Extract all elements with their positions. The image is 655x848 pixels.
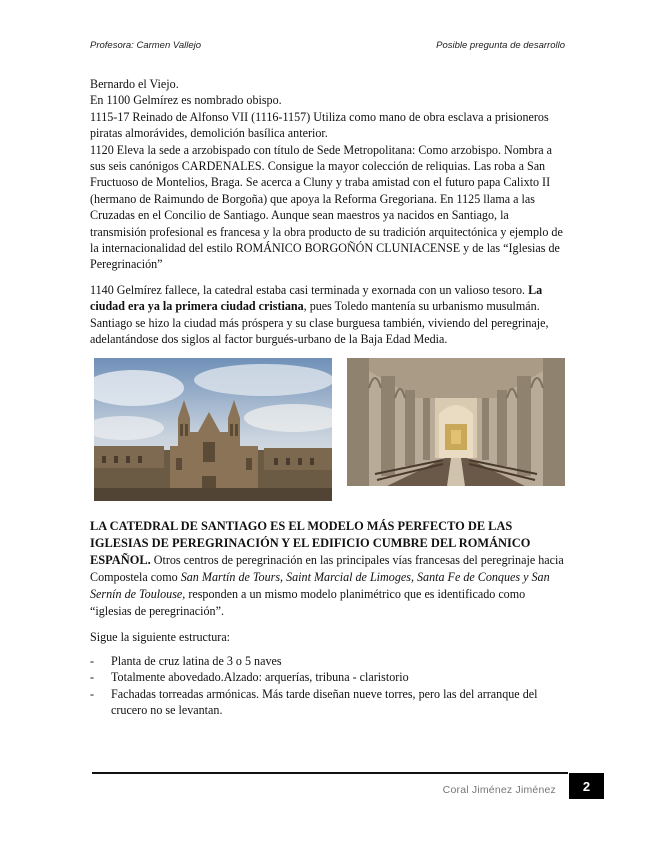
structure-intro: Sigue la siguiente estructura: — [90, 629, 231, 644]
text-paragraph-arzobispado: 1120 Eleva la sede a arzobispado con título de Sede Metropolitana: Como arzobispo. Nombra a sus seis canónigos CARDENALES. Consigue la mayor colección de reliquias. Las roba a San Fructuoso de Montelios, Braga. Se acerca a Cluny y traba amistad con el futuro papa Calixto II (hermano de Raimundo de Borgoña) que apoya la Reforma Gregoriana. En 1125 llama a las Cruzadas en el Concilio de Santiago. Aunque sean maestros ya nacidos en Santiago, la transmisión profesional es francesa y la obra producto de su tradición arquitectónica y ejemplo de la internacionalidad del estilo ROMÁNICO BORGOÑÓN CLUNIACENSE y de las “Iglesias de Peregrinación” — [90, 142, 563, 272]
structure-list — [90, 653, 565, 719]
text-line-alfonso: 1115-17 Reinado de Alfonso VII (1116-1157) Utiliza como mano de obra esclava a prisioneros piratas almorávides, demolición basílica anterior. — [90, 109, 549, 141]
list-item: - Totalmente abovedado.Alzado: arquerías, tribuna - claristorio — [90, 669, 565, 685]
cathedral-nave-photo — [347, 358, 565, 486]
header-topic: Posible pregunta de desarrollo — [436, 40, 565, 51]
page-number: 2 — [569, 773, 604, 799]
text-run: , responden a un mismo modelo planimétrico que es identificado como “iglesias de peregrinación”. — [90, 586, 526, 618]
cathedral-facade-photo — [94, 358, 332, 501]
text-paragraph-gelmirez — [90, 282, 565, 348]
text-line-obispo: En 1100 Gelmírez es nombrado obispo. — [90, 93, 282, 108]
header-teacher: Profesora: Carmen Vallejo — [90, 40, 202, 51]
list-item: - Planta de cruz latina de 3 o 5 naves — [90, 653, 565, 669]
footer-divider — [92, 772, 568, 774]
text-run: 1140 Gelmírez fallece, la catedral estaba casi terminada y exornada con un valioso tesoro. — [90, 282, 526, 297]
text-line-bernardo: Bernardo el Viejo. — [90, 77, 179, 91]
section-heading-paragraph — [90, 518, 565, 620]
list-item: - Fachadas torreadas armónicas. Más tarde diseñan nueve torres, pero las del arranque del crucero no se levantan. — [90, 686, 565, 719]
section-heading: LA CATEDRAL DE SANTIAGO ES EL MODELO MÁS PERFECTO DE LAS IGLESIAS DE PEREGRINACIÓN Y EL EDIFICIO CUMBRE DEL ROMÁNICO ESPAÑOL. — [90, 518, 531, 567]
footer-author: Coral Jiménez Jiménez — [442, 784, 556, 796]
italic-run: San Martín de Tours, Saint Marcial de Limoges, Santa Fe de Conques y San Sernín de Toulouse — [90, 569, 550, 601]
photo-row — [90, 358, 565, 518]
bold-run: La ciudad era ya la primera ciudad cristiana — [90, 282, 543, 314]
page-content — [90, 76, 565, 719]
text-run: , pues Toledo mantenía su urbanismo musulmán. Santiago se hizo la ciudad más próspera y su clase burguesa también, viviendo del peregrinaje, adelantándose dos siglos al factor burgués-urbano de la Baja Edad Media. — [90, 299, 549, 347]
text-run: Otros centros de peregrinación en las principales vías francesas del peregrinaje hacia Compostela como — [90, 552, 564, 584]
page-header — [90, 40, 565, 51]
